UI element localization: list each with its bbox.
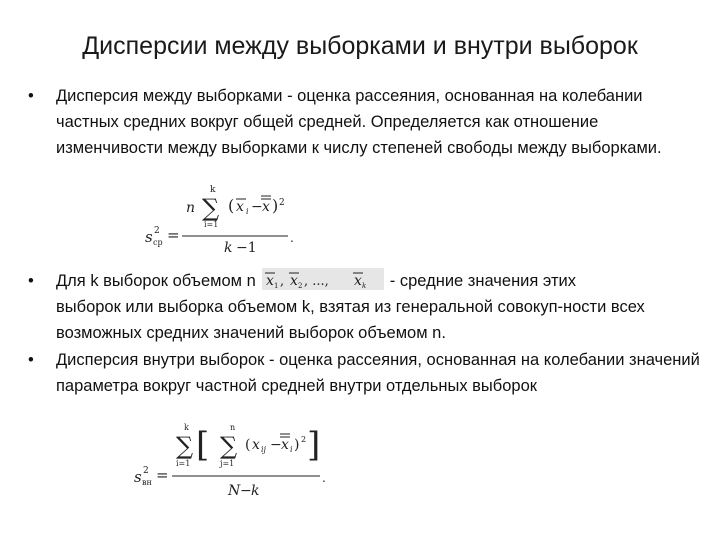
svg-text:x: x [252,437,260,453]
svg-text:∑: ∑ [220,432,238,460]
svg-text:∑: ∑ [176,432,194,460]
svg-text:s: s [134,468,142,486]
bullet-marker: • [28,351,34,369]
bullet-marker: • [28,87,34,105]
svg-text:]: ] [307,425,321,465]
svg-text:−: − [240,483,252,499]
svg-text:x: x [289,273,298,289]
bullet-between-samples-text: Дисперсия между выборками - оценка рассеяния, основанная на колебании частных средних вокруг общей средней. Определяется как отношение изменчивости между выборками к числу степеней свободы между выборками. [56,87,662,157]
svg-text:x: x [281,437,289,453]
bullet-between-samples [28,83,700,161]
bullet-k-samples-text-rest: выборок или выборка объемом k, взятая из генеральной совокуп-ности всех возможных средних значений выборок объемом n. [56,298,645,342]
svg-text:k: k [361,282,367,290]
svg-text:k: k [210,185,216,195]
bullet-k-samples [28,268,700,346]
svg-text:(: ( [245,437,251,453]
bullet-within-samples [28,347,700,399]
bullet-k-samples-text-start: Для k выборок объемом n [56,272,256,290]
formula-between-samples-variance [140,182,310,258]
formula-sample-means [262,268,384,290]
svg-text:s: s [145,228,153,246]
svg-text:k: k [224,240,233,254]
svg-text:2: 2 [154,226,160,236]
svg-text:x: x [236,199,244,215]
bullet-marker: • [28,272,34,290]
svg-text:i: i [246,207,249,216]
svg-text:(: ( [228,196,235,215]
svg-text:.: . [322,471,326,485]
svg-text:x: x [265,273,274,289]
svg-text:вн: вн [142,478,152,487]
svg-text:2: 2 [301,435,307,444]
svg-text:k: k [184,423,189,432]
svg-text:2: 2 [279,198,285,208]
svg-text:∑: ∑ [202,194,220,222]
svg-text:[: [ [196,425,210,465]
bullet-within-samples-text: Дисперсия внутри выборок - оценка рассеяния, основанная на колебании значений параметра вокруг частной средней внутри отдельных выборок [56,351,700,395]
svg-text:x: x [353,273,362,289]
svg-text:n: n [230,423,236,432]
svg-text:i=1: i=1 [204,220,219,229]
svg-text:): ) [294,437,300,453]
svg-text:i=1: i=1 [176,459,191,468]
formula-within-samples-variance [132,420,332,504]
svg-text:ij: ij [261,445,267,454]
svg-text:, ...,: , ..., [303,274,329,289]
svg-text:−: − [251,199,263,215]
svg-text:): ) [272,196,279,215]
svg-text:2: 2 [143,466,149,476]
svg-text:j=1: j=1 [220,459,235,468]
svg-text:,: , [279,274,284,289]
svg-text:i: i [290,445,293,454]
svg-text:n: n [186,200,196,216]
svg-text:k: k [251,483,260,499]
svg-text:2: 2 [297,282,303,290]
bullet-k-samples-text-end: - средние значения этих [389,272,576,290]
svg-text:=: = [167,226,180,244]
svg-text:N: N [228,483,241,499]
svg-text:−: − [270,437,282,453]
slide-title: Дисперсии между выборками и внутри выборок [82,32,638,60]
svg-text:ср: ср [153,238,163,247]
svg-text:=: = [156,466,169,484]
svg-text:−1: −1 [236,240,257,254]
svg-text:1: 1 [273,282,279,290]
svg-text:x: x [262,199,270,215]
svg-text:.: . [290,231,294,245]
